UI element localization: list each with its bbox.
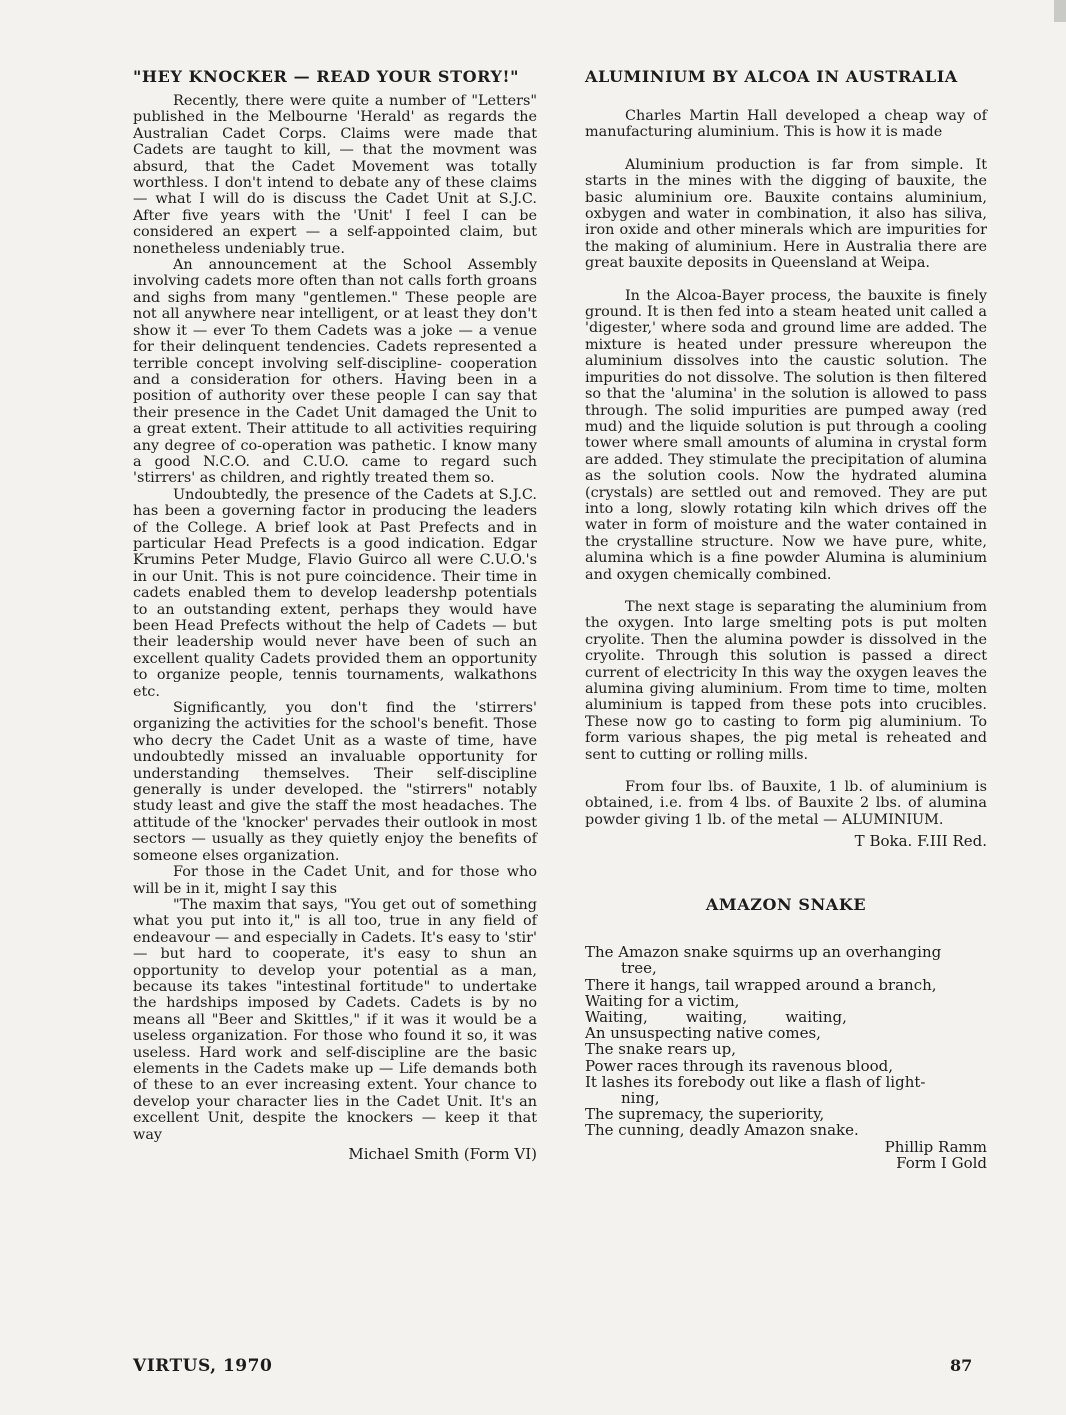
right-column (585, 66, 987, 1171)
poem-line: Waiting for a victim, (585, 991, 740, 1010)
poem-line: The Amazon snake squirms up an overhanging (585, 943, 942, 962)
author-signature-aluminium: T Boka. F.III Red. (854, 832, 987, 851)
poem-author-form: Form I Gold (896, 1153, 987, 1172)
paragraph: Aluminium production is far from simple. It starts in the mines with the digging of bauxite, the basic aluminium ore. Bauxite contains aluminium, oxbygen and water in combination, it also has siliva, iron oxide and other minerals which are impurities for the making of aluminium. Here in Australia there are great bauxite deposits in Queensland at Weipa. (585, 156, 987, 272)
poem-line: It lashes its forebody out like a flash of light- (585, 1072, 926, 1091)
paragraph: Recently, there were quite a number of "Letters" published in the Melbourne 'Herald' as regards the Australian Cadet Corps. Claims were made that Cadets are taught to kill, — that the movment was absurd, that the Cadet Movement was totally worthless. I don't intend to debate any of these claims — what I will do is discuss the Cadet Unit at S.J.C. After five years with the 'Unit' I feel I can be considered an expert — a self-appointed claim, but nonetheless undeniably true. (133, 93, 537, 257)
poem-line: An unsuspecting native comes, (585, 1024, 821, 1043)
poem-title: AMAZON SNAKE (705, 895, 867, 915)
poem-line: Waiting, waiting, waiting, (585, 1008, 847, 1027)
paragraph: "The maxim that says, "You get out of something what you put into it," is all too, true in any field of endeavour — and especially in Cadets. It's easy to 'stir' — but hard to cooperate, it's easy to shun an opportunity to develop your potential as a man, because its takes "intestinal fortitude" to undertake the hardships imposed by Cadets. Cadets is by no means all "Beer and Skittles," if it was it would be a useless organization. For those who found it so, it was useless. Hard work and self-discipline are the basic elements in the Cadets make up — Life demands both of these to an ever increasing extent. Your chance to develop your character lies in the Cadet Unit. It's an excellent Unit, despite the knockers — keep it that way (133, 896, 537, 1143)
publication-footer: VIRTUS, 1970 (133, 1356, 273, 1376)
author-signature-cadets: Michael Smith (Form VI) (348, 1145, 537, 1163)
poem-line: ning, (621, 1089, 660, 1108)
page-number: 87 (950, 1356, 973, 1375)
scan-edge-mark (1054, 0, 1066, 22)
poem-line: The snake rears up, (585, 1040, 737, 1059)
left-column (133, 66, 537, 1163)
paragraph: From four lbs. of Bauxite, 1 lb. of aluminium is obtained, i.e. from 4 lbs. of Bauxite 2 lbs. of alumina powder giving 1 lb. of the metal — ALUMINIUM. (585, 779, 987, 828)
poem-line: There it hangs, tail wrapped around a branch, (585, 975, 937, 994)
paragraph: For those in the Cadet Unit, and for those who will be in it, might I say this (133, 864, 537, 897)
paragraph: Significantly, you don't find the 'stirrers' organizing the activities for the school's benefit. Those who decry the Cadet Unit as a waste of time, have undoubtedly missed an invaluable opportunity for understanding themselves. Their self-discipline generally is under developed. the "stirrers" notably study least and give the staff the most headaches. The attitude of the 'knocker' pervades their outlook in most sectors — usually as they quietly enjoy the benefits of someone elses organization. (133, 700, 537, 864)
article-title-cadets: "HEY KNOCKER — READ YOUR STORY!" (133, 67, 520, 86)
poem-line: The cunning, deadly Amazon snake. (585, 1121, 859, 1140)
poem-line: The supremacy, the superiority, (585, 1105, 825, 1124)
poem-line: tree, (621, 959, 657, 978)
article-body-cadets (133, 93, 537, 1143)
article-body-aluminium (585, 108, 987, 828)
paragraph: An announcement at the School Assembly involving cadets more often than not calls forth groans and sighs from many "gentlemen." These people are not all anywhere near intelligent, or at least they don't show it — ever To them Cadets was a joke — a venue for their delinquent tendencies. Cadets represented a terrible concept involving self-discipline- cooperation and a consideration for others. Having been in a position of authority over these people I can say that their presence in the Cadet Unit damaged the Unit to a great extent. Their attitude to all activities requiring any degree of co-operation was pathetic. I know many a good N.C.O. and C.U.O. came to regard such 'stirrers' as children, and rightly treated them so. (133, 257, 537, 487)
paragraph: The next stage is separating the aluminium from the oxygen. Into large smelting pots is put molten cryolite. Then the alumina powder is dissolved in the cryolite. Through this solution is passed a direct current of electricity In this way the oxygen leaves the alumina giving aluminium. From time to time, molten aluminium is tapped from these pots into crucibles. These now go to casting to form pig aluminium. To form various shapes, the pig metal is reheated and sent to cutting or rolling mills. (585, 598, 987, 763)
paragraph: Charles Martin Hall developed a cheap way of manufacturing aluminium. This is how it is made (585, 108, 987, 141)
poem-line: Power races through its ravenous blood, (585, 1056, 894, 1075)
poem-author-name: Phillip Ramm (884, 1137, 987, 1156)
article-title-aluminium: ALUMINIUM BY ALCOA IN AUSTRALIA (585, 67, 958, 86)
poem-body (585, 944, 987, 1138)
paragraph: Undoubtedly, the presence of the Cadets at S.J.C. has been a governing factor in producing the leaders of the College. A brief look at Past Prefects and in particular Head Prefects is a good indication. Edgar Krumins Peter Mudge, Flavio Guirco all were C.U.O.'s in our Unit. This is not pure coincidence. Their time in cadets enabled them to develop leadershp potentials to an outstanding extent, perhaps they would have been Head Prefects without the help of Cadets — but their leadership would never have been of such an excellent quality Cadets provided them an opportunity to organize people, tennis tournaments, walkathons etc. (133, 486, 537, 700)
paragraph: In the Alcoa-Bayer process, the bauxite is finely ground. It is then fed into a steam heated unit called a 'digester,' where soda and ground lime are added. The mixture is heated under pressure whereupon the aluminium dissolves into the caustic solution. The impurities do not dissolve. The solution is then filtered so that the 'alumina' in the solution is allowed to pass through. The solid impurities are pumped away (red mud) and the liquide solution is put through a cooling tower where small amounts of alumina in crystal form are added. They stimulate the precipitation of alumina as the solution cools. Now the hydrated alumina (crystals) are settled out and removed. They are put into a long, slowly rotating kiln which drives off the water in form of moisture and the water contained in the crystalline structure. Now we have pure, white, alumina which is a fine powder Alumina is aluminium and oxygen chemically combined. (585, 287, 987, 583)
